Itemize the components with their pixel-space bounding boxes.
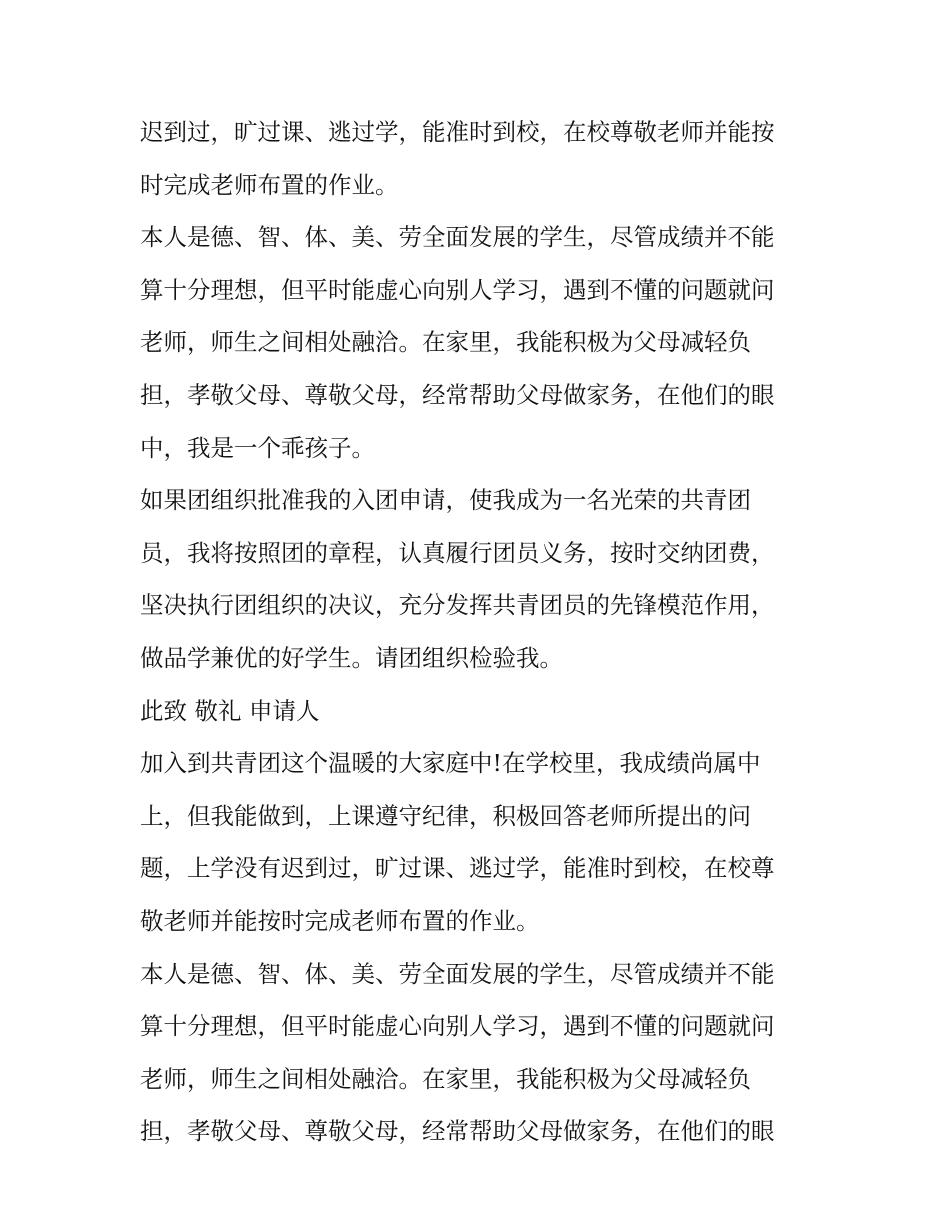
text-line: 算十分理想，但平时能虚心向别人学习，遇到不懂的问题就问 [140,1012,775,1041]
text-line: 老师，师生之间相处融洽。在家里，我能积极为父母减轻负 [140,1064,751,1093]
text-line: 时完成老师布置的作业。 [140,170,399,199]
document-body [140,106,830,1158]
text-line: 本人是德、智、体、美、劳全面发展的学生，尽管成绩并不能 [140,959,775,988]
text-line: 如果团组织批准我的入团申请，使我成为一名光荣的共青团 [140,486,751,515]
text-line: 算十分理想，但平时能虚心向别人学习，遇到不懂的问题就问 [140,275,775,304]
text-line: 老师，师生之间相处融洽。在家里，我能积极为父母减轻负 [140,328,751,357]
text-line: 此致 敬礼 申请人 [140,696,320,725]
text-line: 上，但我能做到，上课遵守纪律，积极回答老师所提出的问 [140,801,751,830]
text-line: 敬老师并能按时完成老师布置的作业。 [140,906,540,935]
text-line: 担，孝敬父母、尊敬父母，经常帮助父母做家务，在他们的眼 [140,1117,775,1146]
text-line: 员，我将按照团的章程，认真履行团员义务，按时交纳团费， [140,538,775,567]
text-line: 担，孝敬父母、尊敬父母，经常帮助父母做家务，在他们的眼 [140,380,775,409]
text-line: 坚决执行团组织的决议，充分发挥共青团员的先锋模范作用， [140,591,775,620]
text-line: 中，我是一个乖孩子。 [140,433,375,462]
text-line: 做品学兼优的好学生。请团组织检验我。 [140,643,563,672]
text-line: 迟到过，旷过课、逃过学，能准时到校，在校尊敬老师并能按 [140,118,775,146]
text-line: 题，上学没有迟到过，旷过课、逃过学，能准时到校，在校尊 [140,854,775,883]
text-line: 本人是德、智、体、美、劳全面发展的学生，尽管成绩并不能 [140,223,775,252]
text-line: 加入到共青团这个温暖的大家庭中!在学校里，我成绩尚属中 [140,749,761,778]
